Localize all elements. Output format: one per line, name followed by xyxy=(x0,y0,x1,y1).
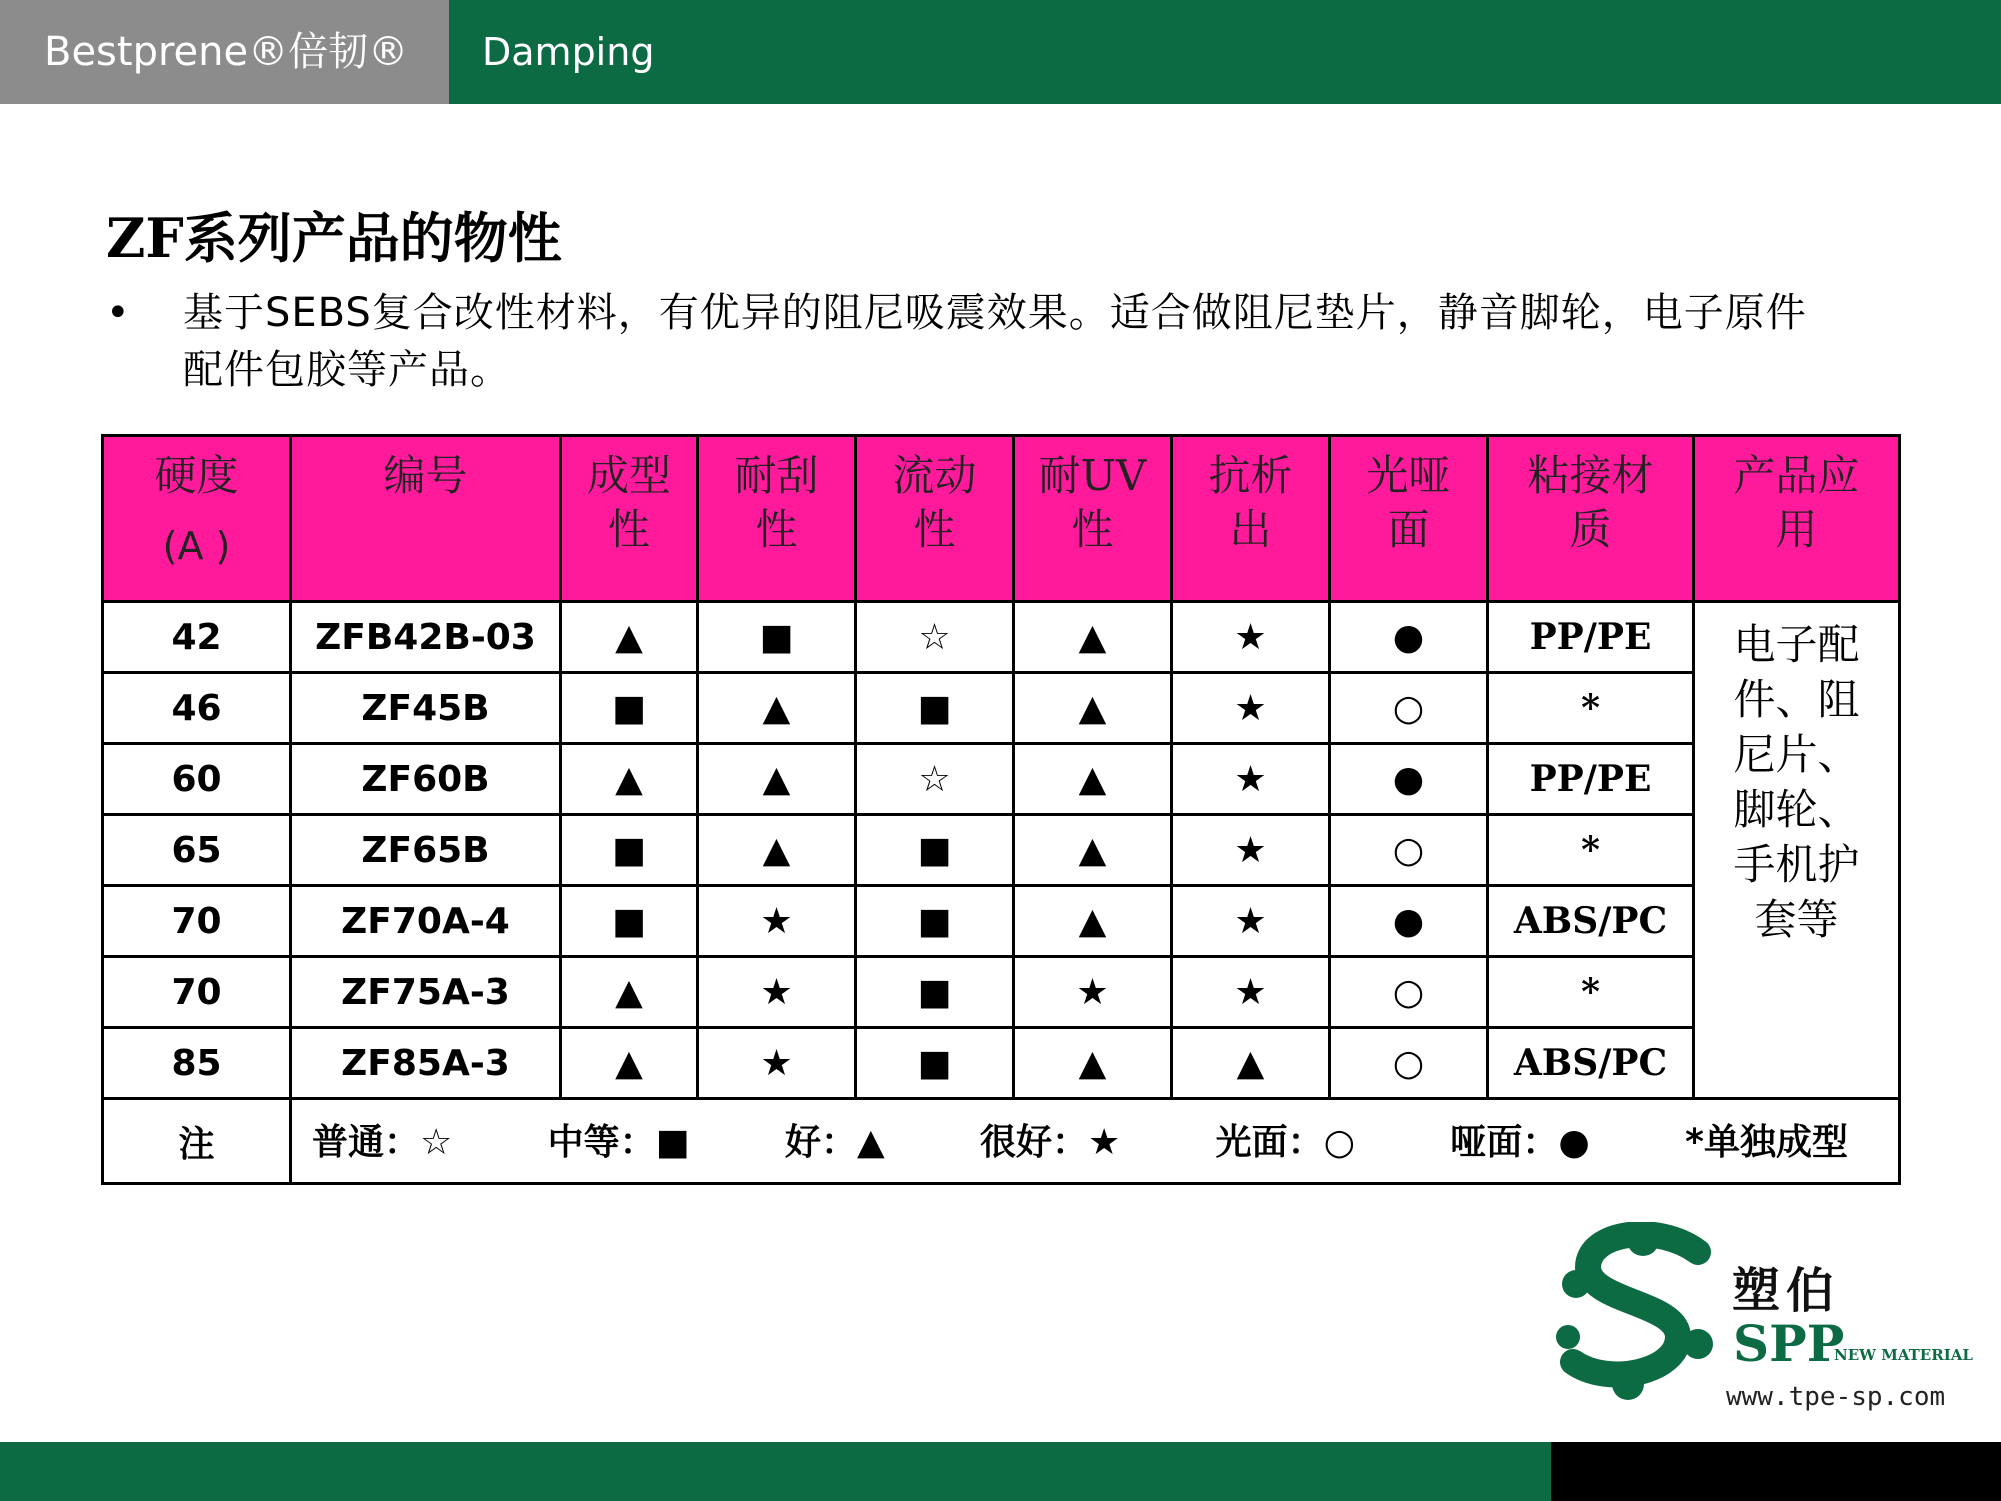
cell-bonding: ABS/PC xyxy=(1488,1028,1694,1099)
cell-bleed: ★ xyxy=(1172,815,1330,886)
spp-logo xyxy=(1548,1222,1973,1412)
cell-bleed: ★ xyxy=(1172,957,1330,1028)
legend-medium: 中等：■ xyxy=(547,1122,690,1163)
cell-gloss: ○ xyxy=(1330,815,1488,886)
legend-label: 注 xyxy=(103,1099,291,1184)
cell-bleed: ▲ xyxy=(1172,1028,1330,1099)
legend-good: 好：▲ xyxy=(784,1122,885,1163)
table-row xyxy=(103,602,1900,673)
cell-bonding: * xyxy=(1488,815,1694,886)
header-code xyxy=(291,436,561,602)
table-row xyxy=(103,957,1900,1028)
cell-flow: ■ xyxy=(856,1028,1014,1099)
cell-gloss: ○ xyxy=(1330,957,1488,1028)
header-hardness-label: 硬度 xyxy=(154,451,239,500)
cell-code: ZF70A-4 xyxy=(291,886,561,957)
table-row xyxy=(103,744,1900,815)
brand-label: Bestprene®倍韧® xyxy=(0,0,449,104)
legend-very-good: 很好：★ xyxy=(980,1122,1121,1163)
cell-bonding: * xyxy=(1488,957,1694,1028)
cell-uv: ▲ xyxy=(1014,1028,1172,1099)
header-application xyxy=(1694,436,1900,602)
cell-flow: ☆ xyxy=(856,602,1014,673)
spp-s-mark-icon xyxy=(1548,1222,1723,1402)
cell-bonding: * xyxy=(1488,673,1694,744)
cell-hardness: 46 xyxy=(103,673,291,744)
header-scratch-label: 耐刮性 xyxy=(734,451,819,554)
bullet-marker: • xyxy=(106,290,130,336)
cell-code: ZF75A-3 xyxy=(291,957,561,1028)
legend-cell xyxy=(291,1099,1900,1184)
header-hardness xyxy=(103,436,291,602)
logo-chinese-name: 塑伯 xyxy=(1732,1263,1841,1319)
table-row xyxy=(103,1028,1900,1099)
footer-bar-dark xyxy=(1551,1442,2001,1501)
cell-scratch: ★ xyxy=(698,886,856,957)
cell-application xyxy=(1694,602,1900,1099)
cell-bleed: ★ xyxy=(1172,744,1330,815)
page-title: ZF系列产品的物性 xyxy=(106,206,562,270)
table-row xyxy=(103,886,1900,957)
cell-uv: ★ xyxy=(1014,957,1172,1028)
cell-scratch: ★ xyxy=(698,1028,856,1099)
cell-uv: ▲ xyxy=(1014,886,1172,957)
cell-bleed: ★ xyxy=(1172,602,1330,673)
legend-matte: 哑面：● xyxy=(1450,1122,1590,1163)
cell-scratch: ■ xyxy=(698,602,856,673)
cell-bonding: PP/PE xyxy=(1488,602,1694,673)
cell-code: ZF45B xyxy=(291,673,561,744)
legend-glossy: 光面：○ xyxy=(1215,1122,1356,1163)
cell-flow: ■ xyxy=(856,815,1014,886)
legend-separate-molding: *单独成型 xyxy=(1685,1122,1848,1163)
cell-code: ZF65B xyxy=(291,815,561,886)
cell-flow: ■ xyxy=(856,673,1014,744)
cell-uv: ▲ xyxy=(1014,673,1172,744)
logo-english-name: SPP xyxy=(1733,1314,1845,1373)
legend-row xyxy=(103,1099,1900,1184)
cell-code: ZF85A-3 xyxy=(291,1028,561,1099)
header-molding xyxy=(561,436,698,602)
cell-uv: ▲ xyxy=(1014,744,1172,815)
cell-flow: ■ xyxy=(856,957,1014,1028)
cell-uv: ▲ xyxy=(1014,602,1172,673)
table-header-row xyxy=(103,436,1900,602)
section-label: Damping xyxy=(449,0,2001,104)
logo-tagline: NEW MATERIAL xyxy=(1834,1346,1973,1364)
cell-molding: ▲ xyxy=(561,1028,698,1099)
cell-bonding: PP/PE xyxy=(1488,744,1694,815)
header-bleed xyxy=(1172,436,1330,602)
application-text: 电子配件、阻尼片、脚轮、手机护套等 xyxy=(1733,620,1860,944)
cell-hardness: 70 xyxy=(103,957,291,1028)
header-scratch xyxy=(698,436,856,602)
cell-scratch: ▲ xyxy=(698,673,856,744)
cell-hardness: 85 xyxy=(103,1028,291,1099)
footer-bar xyxy=(0,1442,1551,1501)
cell-code: ZF60B xyxy=(291,744,561,815)
cell-bonding: ABS/PC xyxy=(1488,886,1694,957)
cell-gloss: ● xyxy=(1330,744,1488,815)
cell-molding: ▲ xyxy=(561,957,698,1028)
cell-scratch: ▲ xyxy=(698,744,856,815)
legend-normal: 普通：☆ xyxy=(312,1122,453,1163)
cell-code: ZFB42B-03 xyxy=(291,602,561,673)
cell-gloss: ● xyxy=(1330,602,1488,673)
table-row xyxy=(103,673,1900,744)
cell-bleed: ★ xyxy=(1172,886,1330,957)
header-molding-label: 成型性 xyxy=(586,451,671,554)
header-hardness-unit: (A ) xyxy=(162,524,231,568)
header-code-label: 编号 xyxy=(383,451,468,500)
cell-molding: ▲ xyxy=(561,602,698,673)
cell-flow: ■ xyxy=(856,886,1014,957)
cell-scratch: ▲ xyxy=(698,815,856,886)
properties-table xyxy=(101,434,1901,1185)
header-flow-label: 流动性 xyxy=(892,451,977,554)
header-gloss-label: 光哑面 xyxy=(1366,451,1451,554)
cell-gloss: ● xyxy=(1330,886,1488,957)
cell-scratch: ★ xyxy=(698,957,856,1028)
header-uv-label: 耐UV性 xyxy=(1038,451,1147,554)
cell-uv: ▲ xyxy=(1014,815,1172,886)
header-bonding-label: 粘接材质 xyxy=(1527,451,1654,554)
cell-gloss: ○ xyxy=(1330,673,1488,744)
cell-hardness: 65 xyxy=(103,815,291,886)
header-flow xyxy=(856,436,1014,602)
cell-molding: ■ xyxy=(561,673,698,744)
header-application-label: 产品应用 xyxy=(1733,451,1860,554)
cell-molding: ■ xyxy=(561,886,698,957)
cell-gloss: ○ xyxy=(1330,1028,1488,1099)
description-text: 基于SEBS复合改性材料，有优异的阻尼吸震效果。适合做阻尼垫片，静音脚轮，电子原件配件包胶等产品。 xyxy=(183,290,1807,393)
legend-items xyxy=(292,1114,1898,1165)
cell-hardness: 42 xyxy=(103,602,291,673)
cell-hardness: 70 xyxy=(103,886,291,957)
cell-molding: ▲ xyxy=(561,744,698,815)
cell-flow: ☆ xyxy=(856,744,1014,815)
header-gloss xyxy=(1330,436,1488,602)
cell-hardness: 60 xyxy=(103,744,291,815)
header-uv xyxy=(1014,436,1172,602)
table-row xyxy=(103,815,1900,886)
header-bleed-label: 抗析出 xyxy=(1208,451,1293,554)
logo-website: www.tpe-sp.com xyxy=(1726,1382,1946,1412)
header-bonding xyxy=(1488,436,1694,602)
cell-bleed: ★ xyxy=(1172,673,1330,744)
cell-molding: ■ xyxy=(561,815,698,886)
